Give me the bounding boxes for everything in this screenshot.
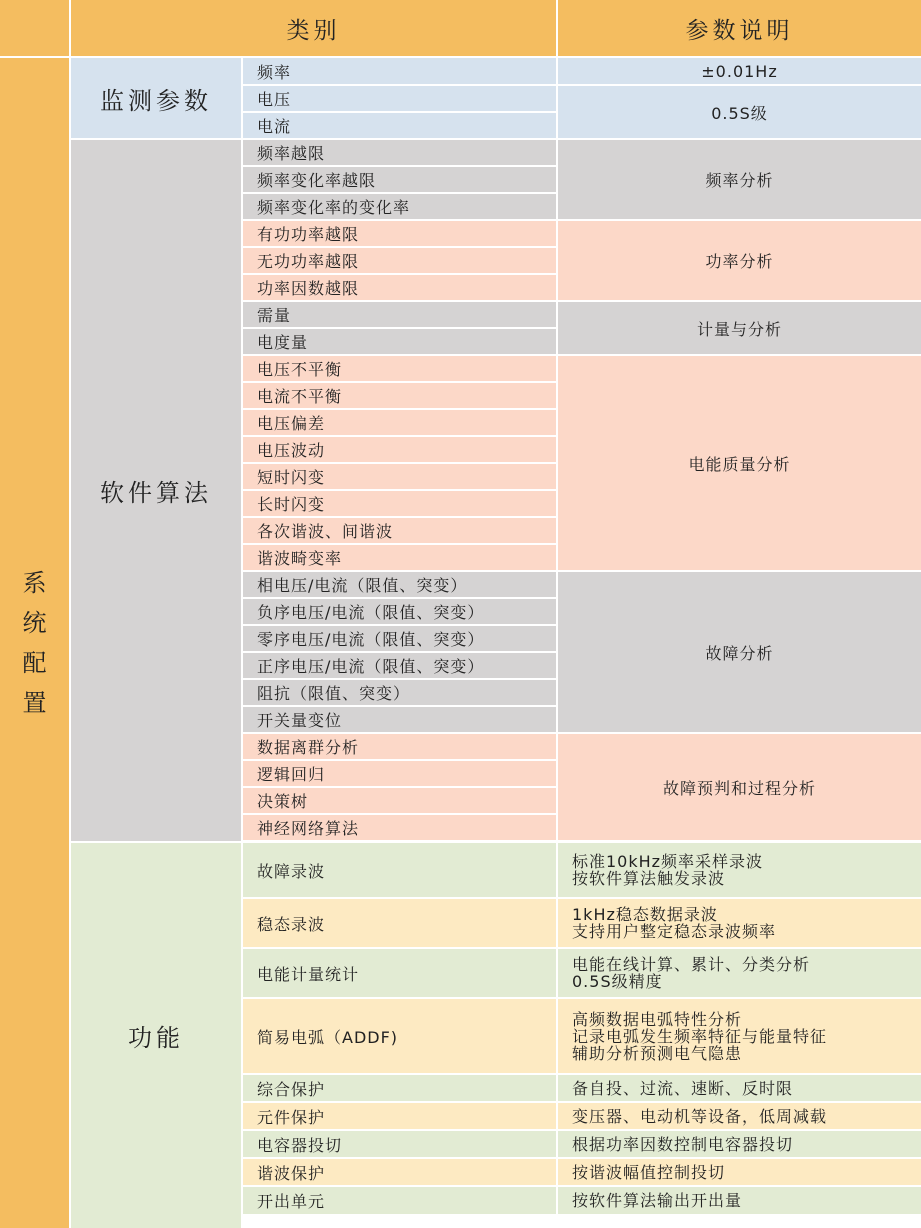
function-desc — [558, 843, 921, 897]
software-item: 阻抗（限值、突变） — [243, 680, 556, 705]
desc-frequency: ±0.01Hz — [558, 58, 921, 84]
function-desc-line: 按谐波幅值控制投切 — [572, 1162, 726, 1182]
software-item: 长时闪变 — [243, 491, 556, 516]
function-desc — [558, 1103, 921, 1129]
software-item: 负序电压/电流（限值、突变） — [243, 599, 556, 624]
software-item: 各次谐波、间谐波 — [243, 518, 556, 543]
side-label: 系统配置 — [22, 569, 47, 717]
software-item: 频率越限 — [243, 140, 556, 165]
function-item: 电容器投切 — [243, 1131, 556, 1157]
software-item: 有功功率越限 — [243, 221, 556, 246]
software-group-desc: 计量与分析 — [558, 302, 921, 354]
header-corner — [0, 0, 69, 56]
function-desc — [558, 949, 921, 997]
software-item: 功率因数越限 — [243, 275, 556, 300]
header-param: 参数说明 — [558, 0, 921, 56]
software-group-desc: 故障分析 — [558, 572, 921, 732]
side-label-cell — [0, 58, 69, 1228]
software-item: 频率变化率的变化率 — [243, 194, 556, 219]
software-item: 电流不平衡 — [243, 383, 556, 408]
header-category: 类别 — [71, 0, 556, 56]
function-desc-line: 按软件算法输出开出量 — [572, 1191, 743, 1210]
category-monitoring: 监测参数 — [71, 58, 241, 138]
software-item: 决策树 — [243, 788, 556, 813]
software-item: 逻辑回归 — [243, 761, 556, 786]
function-desc-line: 记录电弧发生频率特征与能量特征 — [572, 1026, 828, 1046]
software-item: 电压不平衡 — [243, 356, 556, 381]
software-item: 零序电压/电流（限值、突变） — [243, 626, 556, 651]
function-desc — [558, 1187, 921, 1214]
category-function: 功能 — [71, 843, 241, 1228]
software-item: 电压偏差 — [243, 410, 556, 435]
function-item: 综合保护 — [243, 1075, 556, 1101]
software-item: 电压波动 — [243, 437, 556, 462]
software-group-desc: 频率分析 — [558, 140, 921, 219]
software-group-desc: 电能质量分析 — [558, 356, 921, 570]
item-voltage: 电压 — [243, 86, 556, 111]
software-item: 短时闪变 — [243, 464, 556, 489]
category-software: 软件算法 — [71, 140, 241, 841]
function-item: 简易电弧（ADDF) — [243, 999, 556, 1073]
function-item: 稳态录波 — [243, 899, 556, 947]
function-desc-line: 标准10kHz频率采样录波 — [572, 852, 764, 871]
function-item: 谐波保护 — [243, 1159, 556, 1185]
function-desc-line: 按软件算法触发录波 — [572, 869, 726, 888]
software-item: 无功功率越限 — [243, 248, 556, 273]
software-item: 电度量 — [243, 329, 556, 354]
software-group-desc: 功率分析 — [558, 221, 921, 300]
software-item: 谐波畸变率 — [243, 545, 556, 570]
software-item: 数据离群分析 — [243, 734, 556, 759]
function-desc-line: 备自投、过流、速断、反时限 — [572, 1078, 794, 1098]
function-desc-line: 根据功率因数控制电容器投切 — [572, 1134, 794, 1154]
function-desc-line: 1kHz稳态数据录波 — [572, 905, 718, 924]
function-item: 开出单元 — [243, 1187, 556, 1214]
function-desc — [558, 899, 921, 947]
function-item: 故障录波 — [243, 843, 556, 897]
desc-accuracy: 0.5S级 — [558, 86, 921, 138]
function-rows — [243, 843, 921, 1228]
item-frequency: 频率 — [243, 58, 556, 84]
software-item: 频率变化率越限 — [243, 167, 556, 192]
function-desc-line: 高频数据电弧特性分析 — [572, 1009, 743, 1029]
software-rows — [243, 140, 921, 841]
function-desc-line: 电能在线计算、累计、分类分析 — [572, 955, 811, 974]
software-item: 开关量变位 — [243, 707, 556, 732]
software-item: 需量 — [243, 302, 556, 327]
software-group-desc: 故障预判和过程分析 — [558, 734, 921, 840]
function-desc-line: 支持用户整定稳态录波频率 — [572, 922, 777, 941]
software-item: 相电压/电流（限值、突变） — [243, 572, 556, 597]
function-item: 电能计量统计 — [243, 949, 556, 997]
function-desc — [558, 999, 921, 1073]
software-item: 正序电压/电流（限值、突变） — [243, 653, 556, 678]
function-item: 元件保护 — [243, 1103, 556, 1129]
item-current: 电流 — [243, 113, 556, 138]
function-desc — [558, 1159, 921, 1185]
function-desc — [558, 1131, 921, 1157]
function-desc-line: 变压器、电动机等设备，低周减载 — [572, 1106, 828, 1126]
function-desc — [558, 1075, 921, 1101]
function-desc-line: 辅助分析预测电气隐患 — [572, 1043, 743, 1063]
software-item: 神经网络算法 — [243, 815, 556, 840]
function-desc-line: 0.5S级精度 — [572, 972, 663, 991]
